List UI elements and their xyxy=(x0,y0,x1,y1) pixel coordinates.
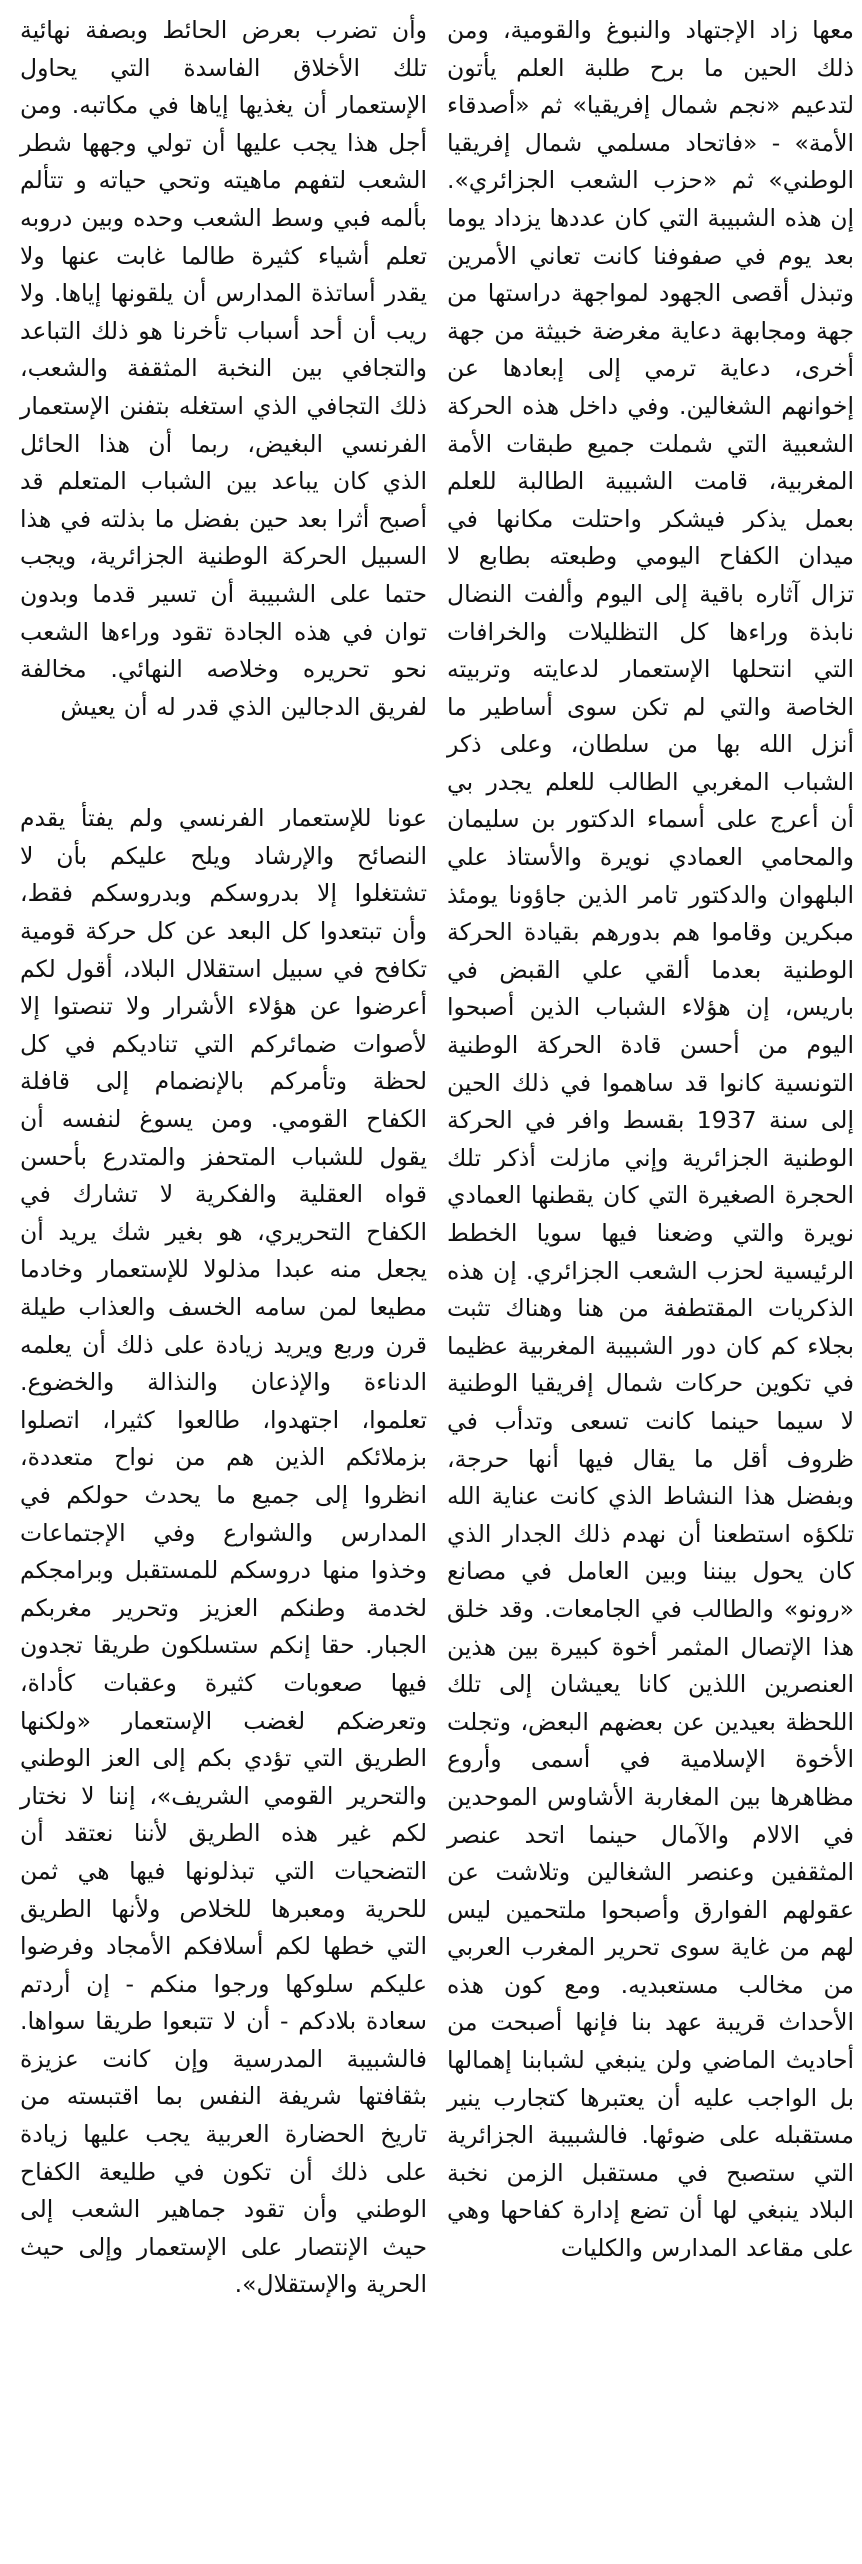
body-paragraph: وأن تضرب بعرض الحائط وبصفة نهائية تلك الأخلاق الفاسدة التي يحاول الإستعمار أن يغذيها إياها في مكاتبه. ومن أجل هذا يجب عليها أن تولي وجهها شطر الشعب لتفهم ماهيته وتحي حياته و تتألم بألمه فبي وسط الشعب وحده وبين دروبه تعلم أشياء كثيرة طالما غابت عنها ولا يقدر أساتذة المدارس أن يلقونها إياها. ولا ريب أن أحد أسباب تأخرنا هو ذلك التباعد والتجافي بين النخبة المثقفة والشعب، ذلك التجافي الذي استغله بتفنن الإستعمار الفرنسي البغيض، ربما أن هذا الحائل الذي كان يباعد بين الشباب المتعلم قد أصبح أثرا بعد حين بفضل ما بذلته في هذا السبيل الحركة الوطنية الجزائرية، ويجب حتما على الشبيبة أن تسير قدما وبدون توان في هذه الجادة تقود وراءها الشعب نحو تحريره وخلاصه النهائي. مخالفة لفريق الدجالين الذي قدر له أن يعيش xyxy=(20,16,427,721)
body-paragraph: معها زاد الإجتهاد والنبوغ والقومية، ومن ذلك الحين ما برح طلبة العلم يأتون لتدعيم «نجم شمال إفريقيا» ثم «أصدقاء الأمة» - «فاتحاد مسلمي شمال إفريقيا الوطني» ثم «حزب الشعب الجزائري». إن هذه الشبيبة التي كان عددها يزداد يوما بعد يوم في صفوفنا كانت تعاني الأمرين وتبذل أقصى الجهود لمواجهة دراستها من جهة ومجابهة دعاية مغرضة خبيثة من جهة أخرى، دعاية ترمي إلى إبعادها عن إخوانهم الشغالين. وفي داخل هذه الحركة الشعبية التي شملت جميع طبقات الأمة المغربية، قامت الشبيبة الطالبة للعلم بعمل يذكر فيشكر واحتلت مكانها في ميدان الكفاح اليومي وطبعته بطابع لا تزال آثاره باقية إلى اليوم وألفت النضال نابذة وراءها كل التظليلات والخرافات التي انتحلها الإستعمار لدعايته وتربيته الخاصة والتي لم تكن سوى أساطير ما أنزل الله بها من سلطان، وعلى ذكر الشباب المغربي الطالب للعلم يجدر بي أن أعرج على أسماء الدكتور بن سليمان والمحامي العمادي نويرة والأستاذ علي البلهوان والدكتور تامر الذين جاؤونا يومئذ مبكرين وقاموا هم بدورهم بقيادة الحركة الوطنية بعدما ألقي علي القبض في باريس، إن هؤلاء الشباب الذين أصبحوا اليوم من أحسن قادة الحركة الوطنية التونسية كانوا قد ساهموا في ذلك الحين إلى سنة 1937 بقسط وافر في الحركة الوطنية الجزائرية وإني مازلت أذكر تلك الحجرة الصغيرة التي كان يقطنها العمادي نويرة والتي وضعنا فيها سويا الخطط الرئيسية لحزب الشعب الجزائري. إن هذه الذكريات المقتطفة من هنا وهناك تثبت بجلاء كم كان دور الشبيبة المغربية عظيما في تكوين حركات شمال إفريقيا الوطنية لا سيما حينما كانت تسعى وتدأب في ظروف أقل ما يقال فيها أنها حرجة، وبفضل هذا النشاط الذي كانت عناية الله تلكؤه استطعنا أن نهدم ذلك الجدار الذي كان يحول بيننا وبين العامل في مصانع «رونو» والطالب في الجامعات. وقد خلق هذا الإتصال المثمر أخوة كبيرة بين هذين العنصرين اللذين كانا يعيشان إلى تلك اللحظة بعيدين عن بعضهم البعض، وتجلت الأخوة الإسلامية في أسمى وأروع مظاهرها بين المغاربة الأشاوس الموحدين في الالام والآمال حينما اتحد عنصر المثقفين وعنصر الشغالين وتلاشت عن عقولهم الفوارق وأصبحوا ملتحمين ليس لهم من غاية سوى تحرير المغرب العربي من مخالب مستعبديه. ومع كون هذه الأحداث قريبة عهد بنا فإنها أصبحت من أحاديث الماضي ولن ينبغي لشبابنا إهمالها بل الواجب عليه أن يعتبرها كتجارب ينير مستقبله على ضوئها. فالشبيبة الجزائرية التي ستصبح في مستقبل الزمن نخبة البلاد ينبغي لها أن تضع إدارة كفاحها وهي على مقاعد المدارس والكليات xyxy=(447,16,854,2263)
body-paragraph: عونا للإستعمار الفرنسي ولم يفتأ يقدم النصائح والإرشاد ويلح عليكم بأن لا تشتغلوا إلا بدروسكم وبدروسكم فقط، وأن تبتعدوا كل البعد عن كل حركة قومية تكافح في سبيل استقلال البلاد، أقول لكم أعرضوا عن هؤلاء الأشرار ولا تنصتوا إلا لأصوات ضمائركم التي تناديكم في كل لحظة وتأمركم بالإنضمام إلى قافلة الكفاح القومي. ومن يسوغ لنفسه أن يقول للشباب المتحفز والمتدرع بأحسن قواه العقلية والفكرية لا تشارك في الكفاح التحريري، هو بغير شك يريد أن يجعل منه عبدا مذلولا للإستعمار وخادما مطيعا لمن سامه الخسف والعذاب طيلة قرن وربع ويريد زيادة على ذلك أن يعلمه الدناءة والإذعان والنذالة والخضوع. تعلموا، اجتهدوا، طالعوا كثيرا، اتصلوا بزملائكم الذين هم من نواح متعددة، انظروا إلى جميع ما يحدث حولكم في المدارس والشوارع وفي الإجتماعات وخذوا منها دروسكم للمستقبل وبرامجكم لخدمة وطنكم العزيز وتحرير مغربكم الجبار. حقا إنكم ستسلكون طريقا تجدون فيها صعوبات كثيرة وعقبات كأداة، وتعرضكم لغضب الإستعمار «ولكنها الطريق التي تؤدي بكم إلى العز الوطني والتحرير القومي الشريف»، إننا لا نختار لكم غير هذه الطريق لأننا نعتقد أن التضحيات التي تبذلونها فيها هي ثمن للحرية ومعبرها للخلاص ولأنها الطريق التي خطها لكم أسلافكم الأمجاد وفرضوا عليكم سلوكها ورجوا منكم - إن أردتم سعادة بلادكم - أن لا تتبعوا طريقا سواها. فالشبيبة المدرسية وإن كانت عزيزة بثقافتها شريفة النفس بما اقتبسته من تاريخ الحضارة العربية يجب عليها زيادة على ذلك أن تكون في طليعة الكفاح الوطني وأن تقود جماهير الشعب إلى حيث الإنتصار على الإستعمار وإلى حيث الحرية والإستقلال». xyxy=(20,804,427,2299)
text-column-left xyxy=(20,12,427,2554)
text-column-right xyxy=(447,12,854,2554)
